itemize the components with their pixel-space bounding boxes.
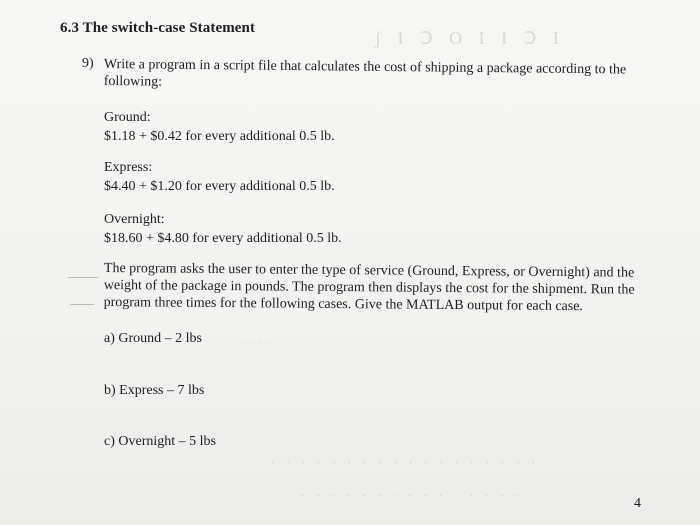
problem-statement: Write a program in a script file that calculates the cost of shipping a package according to the following: — [103, 56, 627, 90]
margin-pencil-mark — [68, 277, 98, 278]
margin-pencil-mark — [70, 304, 94, 305]
rate-name: Overnight: — [104, 212, 165, 227]
rate-ground — [104, 108, 335, 146]
rate-name: Ground: — [104, 110, 151, 125]
problem-number: 9) — [82, 56, 94, 71]
rate-formula: $4.40 + $1.20 for every additional 0.5 lb. — [104, 179, 335, 194]
rate-name: Express: — [104, 160, 153, 175]
page-number: 4 — [634, 496, 641, 511]
bleed-through-text: · · · · · · · · · · · · · · · · · · — [270, 455, 539, 472]
bleed-through-text: ʃ I Ↄ O I I Ↄ I — [375, 28, 565, 48]
rate-overnight — [104, 210, 342, 248]
rate-formula: $1.18 + $0.42 for every additional 0.5 lb. — [104, 129, 335, 144]
bleed-through-text: · · · · · · · · · · · · · · · — [300, 488, 523, 505]
case-c: c) Overnight – 5 lbs — [104, 434, 216, 449]
rate-formula: $18.60 + $4.80 for every additional 0.5 lb. — [104, 231, 342, 246]
case-b: b) Express – 7 lbs — [104, 383, 205, 398]
instructions-paragraph: The program asks the user to enter the type of service (Ground, Express, or Overnight) and the weight of the package in pounds. The program then displays the cost for the shipment. Run the program three times for the following cases. Give the MATLAB output for each case. — [103, 260, 635, 315]
bleed-through-text: ····· — [240, 335, 270, 349]
section-title: 6.3 The switch-case Statement — [60, 20, 256, 36]
case-a: a) Ground – 2 lbs — [104, 331, 202, 346]
rate-express — [104, 158, 335, 196]
